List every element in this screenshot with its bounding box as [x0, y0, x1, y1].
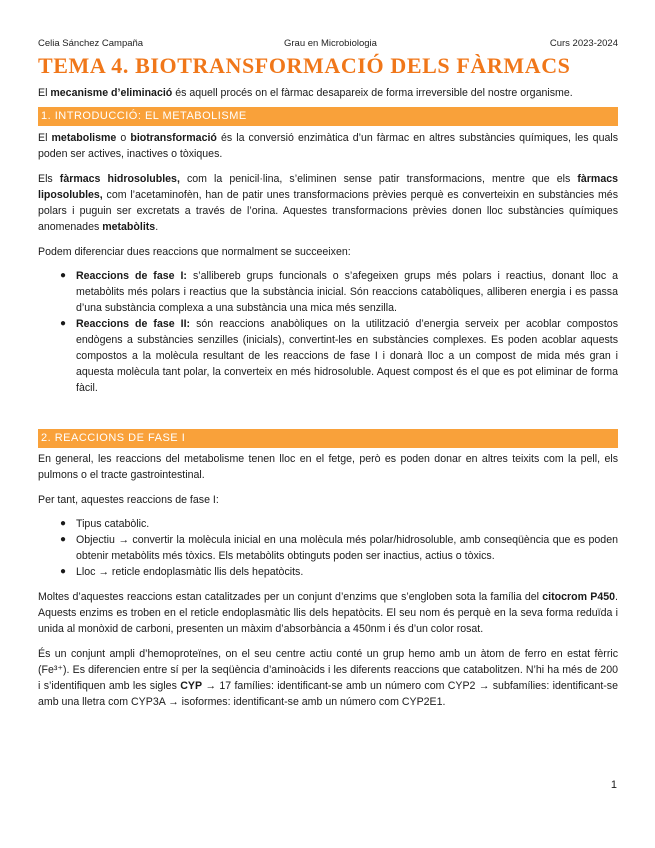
phase-list: [38, 268, 618, 396]
bullet-icon: ●: [60, 518, 67, 529]
header-author: Celia Sánchez Campaña: [38, 38, 144, 49]
metabolisme-paragraph: El metabolisme o biotransformació és la conversió enzimàtica d’un fàrmac en altres substàncies químiques, les quals poden ser actives, inactives o tòxiques.: [38, 132, 619, 160]
farmacs-paragraph: Els fàrmacs hidrosolubles, com la penicil·lina, s’eliminen sense patir transformacions, mentre que els fàrmacs liposolubles, com l’acetaminofèn, han de patir unes transformacions prèvies perquè es converteixin en substàncies més polars i puguin ser excretats a través de l’orina. Aquestes transformacions prèvies donen lloc substàncies químiques anomenades metabòlits.: [38, 173, 618, 233]
page-number: 1: [610, 779, 617, 791]
fetge-paragraph: En general, les reaccions del metabolisme tenen lloc en el fetge, però es poden donar en altres teixits com la pell, els pulmons o el tracte gastrointestinal.: [38, 453, 618, 481]
page-header: [38, 38, 618, 52]
page-title: TEMA 4. BIOTRANSFORMACIÓ DELS FÀRMACS: [38, 53, 571, 78]
list-item: ● Reaccions de fase II: són reaccions anabòliques on la utilització d’energia serveix per acoblar compostos endògens a substàncies senzilles (inicials), convertint-les en substàncies complexes. Es poden acoblar aquests compostos a la molècula resultant de les reaccions de fase I i donarà lloc a un compost de mida més gran i aquesta molècula tant polar, la converteix en més hidrosoluble. Aquest compost és el que es pot eliminar de forma fàcil.: [60, 318, 618, 394]
citocrom-paragraph: Moltes d’aquestes reaccions estan catalitzades per un conjunt d’enzims que s’engloben sota la família del citocrom P450. Aquests enzims es troben en el reticle endoplasmàtic llis dels hepatòcits. El seu nom és perquè en la seva forma reduïda i unida al monòxid de carboni, presenten un màxim d’absorbància a 450nm i és d’un color rosat.: [38, 591, 618, 635]
list-item: ● Reaccions de fase I: s’allibereb grups funcionals o s’afegeixen grups més polars i reactius, donant lloc a metabòlits més polars i reactius que la substància inicial. Són reaccions catabòliques, alliberen energia i es passa d’una substància complexa a una substància una mica més senzilla.: [60, 270, 618, 314]
section-heading-introduccio: 1. INTRODUCCIÓ: EL METABOLISME: [38, 107, 618, 126]
header-year: Curs 2023-2024: [549, 38, 618, 49]
bullet-icon: ●: [60, 270, 67, 281]
hemoproteines-paragraph: És un conjunt ampli d’hemoproteïnes, on el seu centre actiu conté un grup hemo amb un àtom de ferro en estat fèrric (Fe³⁺). Es diferencien entre sí per la seqüència d’aminoàcids i les diferents reaccions que catabolitzen. N’hi ha més de 200 i s’identifiquen amb les sigles CYP → 17 famílies: identificant-se amb un número com CYP2 → subfamílies: identificant-se amb una lletra com CYP3A → isoformes: identificant-se amb un número com CYP2E1.: [38, 648, 618, 708]
fase-i-list: [38, 516, 618, 580]
intro-paragraph: El mecanisme d’eliminació és aquell procés on el fàrmac desapareix de forma irreversible del nostre organisme.: [38, 87, 573, 99]
header-course: Grau en Microbiologia: [284, 38, 377, 49]
bullet-icon: ●: [60, 534, 67, 545]
bullet-icon: ●: [60, 318, 67, 329]
document-page: [38, 38, 618, 710]
list-item: ● Tipus catabòlic.: [60, 518, 150, 530]
section-heading-fase-i: 2. REACCIONS DE FASE I: [38, 429, 618, 448]
fase-i-intro-paragraph: Per tant, aquestes reaccions de fase I:: [38, 494, 219, 506]
reaccions-intro-paragraph: Podem diferenciar dues reaccions que normalment se succeeixen:: [38, 246, 351, 258]
list-item: ● Lloc → reticle endoplasmàtic llis dels hepatòcits.: [60, 566, 304, 578]
list-item: ● Objectiu → convertir la molècula inicial en una molècula més polar/hidrosoluble, amb conseqüència que es poden obtenir metabòlits més tòxics. Els metabòlits obtinguts poden ser inactius, actius o tòxics.: [60, 534, 618, 562]
bullet-icon: ●: [60, 566, 67, 577]
